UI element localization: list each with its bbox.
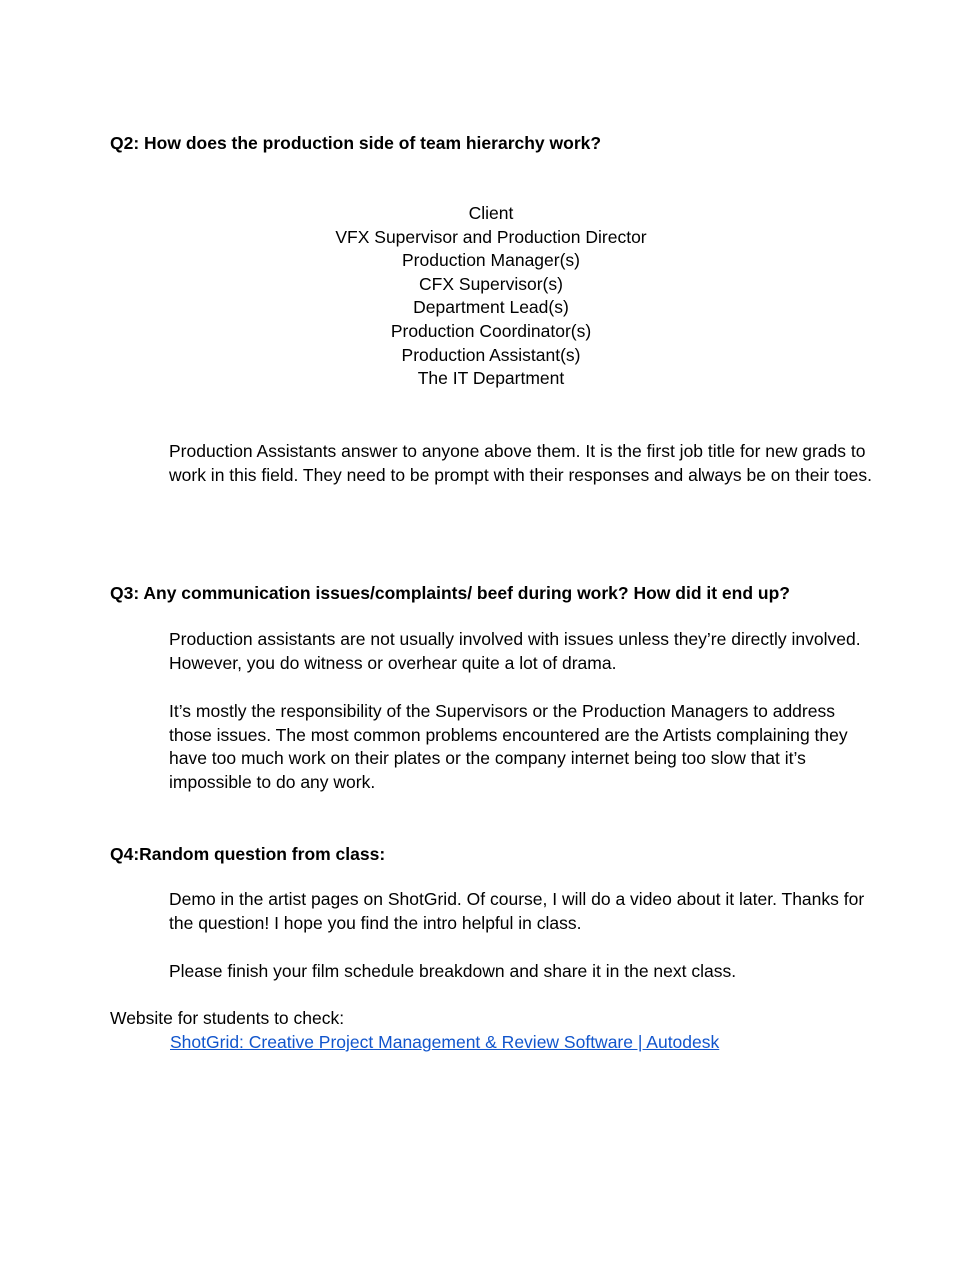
website-label: Website for students to check:	[110, 1008, 345, 1028]
hierarchy-item: The IT Department	[417, 368, 565, 389]
q4-paragraph-1: Demo in the artist pages on ShotGrid. Of course, I will do a video about it later. Thanks for the question! I hope you find the intro helpful in class.	[169, 889, 865, 933]
q3-heading: Q3: Any communication issues/complaints/ beef during work? How did it end up?	[110, 583, 790, 603]
hierarchy-item: VFX Supervisor and Production Director	[335, 226, 647, 247]
hierarchy-item: CFX Supervisor(s)	[419, 273, 563, 294]
shotgrid-link[interactable]: ShotGrid: Creative Project Management & Review Software | Autodesk	[170, 1032, 720, 1052]
hierarchy-item: Production Coordinator(s)	[390, 320, 592, 341]
hierarchy-item: Client	[468, 203, 514, 223]
q3-paragraph-2: It’s mostly the responsibility of the Supervisors or the Production Managers to address those issues. The most common problems encountered are the Artists complaining they have too much work on their plates or the company internet being too slow that it’s impossible to do any work.	[169, 701, 848, 792]
hierarchy-list	[0, 202, 980, 391]
q3-paragraph-1: Production assistants are not usually involved with issues unless they’re directly involved. However, you do witness or overhear quite a lot of drama.	[169, 629, 861, 673]
q2-heading: Q2: How does the production side of team hierarchy work?	[110, 133, 602, 153]
hierarchy-item: Production Manager(s)	[402, 250, 580, 271]
q4-heading: Q4:Random question from class:	[110, 844, 386, 864]
hierarchy-item: Production Assistant(s)	[401, 344, 581, 365]
q4-paragraph-2: Please finish your film schedule breakdown and share it in the next class.	[169, 961, 737, 981]
q2-paragraph: Production Assistants answer to anyone above them. It is the first job title for new grads to work in this field. They need to be prompt with their responses and always be on their toes.	[169, 441, 872, 485]
hierarchy-item: Department Lead(s)	[413, 297, 569, 318]
